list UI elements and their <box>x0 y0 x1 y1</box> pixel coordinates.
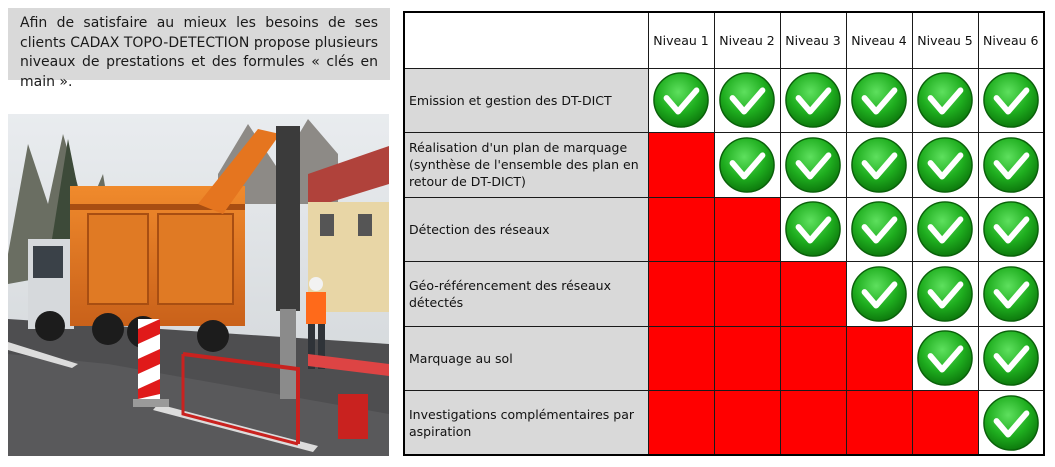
check-icon <box>850 136 908 194</box>
level-header: Niveau 1 <box>648 12 714 68</box>
intro-text: Afin de satisfaire au mieux les besoins de ses clients CADAX TOPO-DETECTION propose plusieurs niveaux de prestations et des formules « clés en main ». <box>8 8 390 80</box>
service-label: Investigations complémentaires par aspiration <box>404 391 648 456</box>
not-included-cell <box>846 326 912 391</box>
included-cell <box>846 68 912 133</box>
table-row <box>404 326 1044 391</box>
not-included-cell <box>648 197 714 262</box>
not-included-cell <box>912 391 978 456</box>
included-cell <box>912 68 978 133</box>
not-included-cell <box>780 391 846 456</box>
check-icon <box>784 71 842 129</box>
site-photo <box>8 114 389 456</box>
not-included-cell <box>648 133 714 198</box>
level-header: Niveau 4 <box>846 12 912 68</box>
check-icon <box>982 265 1040 323</box>
check-icon <box>718 71 776 129</box>
included-cell <box>912 133 978 198</box>
corner-cell <box>404 12 648 68</box>
check-icon <box>982 329 1040 387</box>
included-cell <box>978 262 1044 327</box>
header-row <box>404 12 1044 68</box>
check-icon <box>982 71 1040 129</box>
check-icon <box>850 71 908 129</box>
level-header: Niveau 6 <box>978 12 1044 68</box>
service-levels-table <box>403 11 1045 456</box>
included-cell <box>978 391 1044 456</box>
service-label: Réalisation d'un plan de marquage (synthèse de l'ensemble des plan en retour de DT-DICT) <box>404 133 648 198</box>
check-icon <box>784 136 842 194</box>
check-icon <box>982 394 1040 452</box>
included-cell <box>846 133 912 198</box>
included-cell <box>714 133 780 198</box>
not-included-cell <box>714 262 780 327</box>
included-cell <box>912 262 978 327</box>
not-included-cell <box>780 326 846 391</box>
level-header: Niveau 3 <box>780 12 846 68</box>
check-icon <box>916 329 974 387</box>
table-row <box>404 133 1044 198</box>
check-icon <box>652 71 710 129</box>
included-cell <box>978 326 1044 391</box>
included-cell <box>846 197 912 262</box>
check-icon <box>916 200 974 258</box>
included-cell <box>912 326 978 391</box>
included-cell <box>780 133 846 198</box>
included-cell <box>978 197 1044 262</box>
included-cell <box>912 197 978 262</box>
service-label: Emission et gestion des DT-DICT <box>404 68 648 133</box>
service-label: Géo-référencement des réseaux détectés <box>404 262 648 327</box>
service-label: Marquage au sol <box>404 326 648 391</box>
check-icon <box>916 136 974 194</box>
not-included-cell <box>648 326 714 391</box>
level-header: Niveau 2 <box>714 12 780 68</box>
included-cell <box>978 133 1044 198</box>
check-icon <box>982 200 1040 258</box>
check-icon <box>784 200 842 258</box>
not-included-cell <box>780 262 846 327</box>
table-row <box>404 197 1044 262</box>
included-cell <box>714 68 780 133</box>
not-included-cell <box>648 391 714 456</box>
check-icon <box>850 200 908 258</box>
included-cell <box>780 68 846 133</box>
check-icon <box>916 71 974 129</box>
not-included-cell <box>714 197 780 262</box>
not-included-cell <box>648 262 714 327</box>
table-row <box>404 68 1044 133</box>
level-header: Niveau 5 <box>912 12 978 68</box>
table-row <box>404 391 1044 456</box>
service-label: Détection des réseaux <box>404 197 648 262</box>
not-included-cell <box>714 391 780 456</box>
included-cell <box>978 68 1044 133</box>
included-cell <box>648 68 714 133</box>
not-included-cell <box>714 326 780 391</box>
table-row <box>404 262 1044 327</box>
check-icon <box>718 136 776 194</box>
check-icon <box>916 265 974 323</box>
included-cell <box>780 197 846 262</box>
included-cell <box>846 262 912 327</box>
check-icon <box>850 265 908 323</box>
check-icon <box>982 136 1040 194</box>
not-included-cell <box>846 391 912 456</box>
